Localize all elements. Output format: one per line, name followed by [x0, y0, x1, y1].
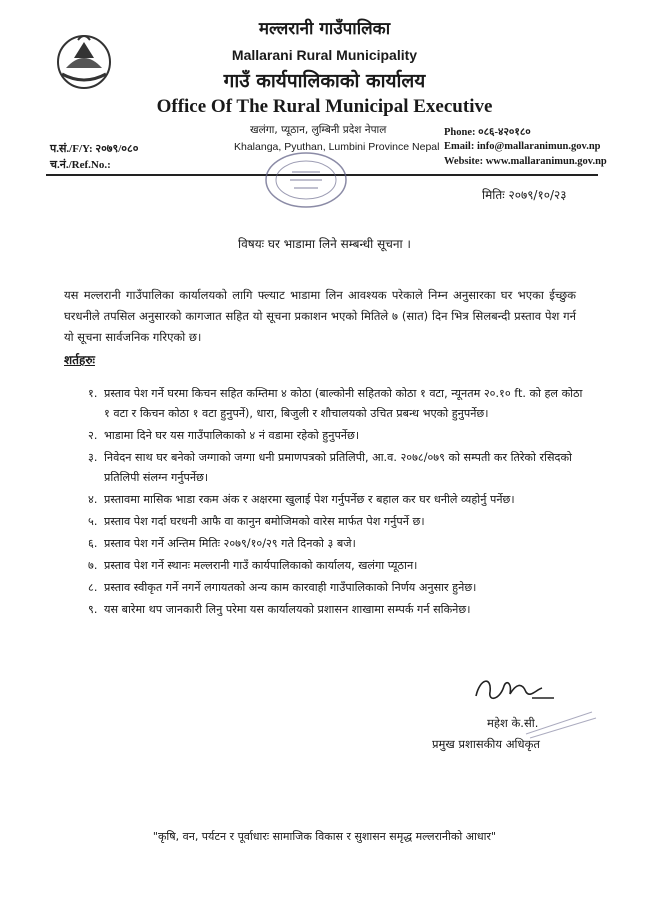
- item-number: ३.: [88, 451, 98, 464]
- office-name-np: गाउँ कार्यपालिकाको कार्यालय: [223, 70, 426, 92]
- item-number: ५.: [88, 515, 98, 528]
- item-text: भाडामा दिने घर यस गाउँपालिकाको ४ नं वडामा रहेको हुनुपर्नेछ।: [104, 429, 360, 442]
- item-text: प्रस्ताव स्वीकृत गर्ने नगर्ने लगायतको अन्य काम कारवाही गाउँपालिकाको निर्णय अनुसार हुनेछ।: [104, 581, 477, 594]
- item-text: यस बारेमा थप जानकारी लिनु परेमा यस कार्यालयको प्रशासन शाखामा सम्पर्क गर्न सकिनेछ।: [104, 603, 471, 616]
- list-item: [88, 384, 588, 424]
- item-number: ८.: [88, 581, 98, 594]
- item-number: ४.: [88, 493, 98, 506]
- fiscal-year-ref: प.सं./F/Y: २०७९/०८०: [50, 143, 139, 155]
- notice-paragraph: यस मल्लरानी गाउँपालिका कार्यालयको लागि फ्ल्याट भाडामा लिन आवश्यक परेकाले निम्न अनुसारका घर भएका ईच्छुक घरधनीले तपसिल अनुसारको कागजात सहित यो सूचना प्रकाशन भएको मितिले ७ (सात) दिन भित्र सिलबन्दी प्रस्ताव पेश गर्न यो सूचना सार्वजनिक गरिएको छ।: [64, 288, 576, 344]
- footer-motto: "कृषि, वन, पर्यटन र पूर्वाधारः सामाजिक विकास र सुशासन समृद्ध मल्लरानीको आधार": [152, 830, 497, 843]
- municipality-name-np: मल्लरानी गाउँपालिका: [258, 19, 391, 39]
- list-item: [88, 490, 588, 510]
- handwritten-signature-icon: [470, 672, 560, 708]
- municipality-name-en: Mallarani Rural Municipality: [231, 47, 418, 63]
- address-np: खलंगा, प्यूठान, लुम्बिनी प्रदेश नेपाल: [250, 124, 387, 136]
- list-item: [88, 534, 588, 554]
- list-item: [88, 448, 588, 488]
- conditions-list: [88, 384, 588, 622]
- item-text: प्रस्ताव पेश गर्ने स्थानः मल्लरानी गाउँ कार्यपालिकाको कार्यालय, खलंगा प्यूठान।: [104, 559, 418, 572]
- item-number: २.: [88, 429, 98, 442]
- item-text: निवेदन साथ घर बनेको जग्गाको जग्गा धनी प्रमाणपत्रको प्रतिलिपी, आ.व. २०७८/०७९ को सम्पती कर तिरेको रसिदको प्रतिलिपी संलग्न गर्नुपर्नेछ।: [104, 451, 572, 484]
- list-item: [88, 426, 588, 446]
- list-item: [88, 512, 588, 532]
- website-address: Website: www.mallaranimun.gov.np: [444, 156, 607, 167]
- list-item: [88, 578, 588, 598]
- reference-number: च.नं./Ref.No.:: [50, 159, 111, 171]
- phone-number: Phone: ०८६-४२०१८०: [444, 127, 531, 138]
- item-text: प्रस्ताव पेश गर्ने घरमा किचन सहित कम्तिमा ४ कोठा (बाल्कोनी सहितको कोठा १ वटा, न्यूनतम २०.१० ft. को हल कोठा १ वटा र किचन कोठा १ वटा हुनुपर्ने), धारा, बिजुली र शौचालयको उचित प्रबन्ध भएको हुनुपर्नेछ।: [104, 387, 583, 420]
- item-text: प्रस्तावमा मासिक भाडा रकम अंक र अक्षरमा खुलाई पेश गर्नुपर्नेछ र बहाल कर घर धनीले व्यहोर्नु पर्नेछ।: [104, 493, 515, 506]
- signatory-name: महेश के.सी.: [487, 716, 539, 730]
- list-item: [88, 556, 588, 576]
- item-number: १.: [88, 387, 98, 400]
- item-number: ९.: [88, 603, 98, 616]
- item-number: ६.: [88, 537, 98, 550]
- item-text: प्रस्ताव पेश गर्ने अन्तिम मितिः २०७९/१०/२९ गते दिनको ३ बजे।: [104, 537, 356, 550]
- address-en: Khalanga, Pyuthan, Lumbini Province Nepal: [234, 141, 440, 153]
- conditions-heading: शर्तहरुः: [64, 353, 95, 367]
- item-text: प्रस्ताव पेश गर्दा घरधनी आफै वा कानुन बमोजिमको वारेस मार्फत पेश गर्नुपर्ने छ।: [104, 515, 425, 528]
- signatory-title: प्रमुख प्रशासकीय अधिकृत: [432, 737, 540, 751]
- letter-date: मितिः २०७९/१०/२३: [482, 188, 567, 202]
- office-name-en: Office Of The Rural Municipal Executive: [156, 96, 493, 117]
- office-seal-icon: [262, 150, 350, 210]
- list-item: [88, 600, 588, 620]
- email-address: Email: info@mallaranimun.gov.np: [444, 141, 601, 152]
- item-number: ७.: [88, 559, 98, 572]
- subject-line: विषयः घर भाडामा लिने सम्बन्धी सूचना ।: [238, 237, 411, 251]
